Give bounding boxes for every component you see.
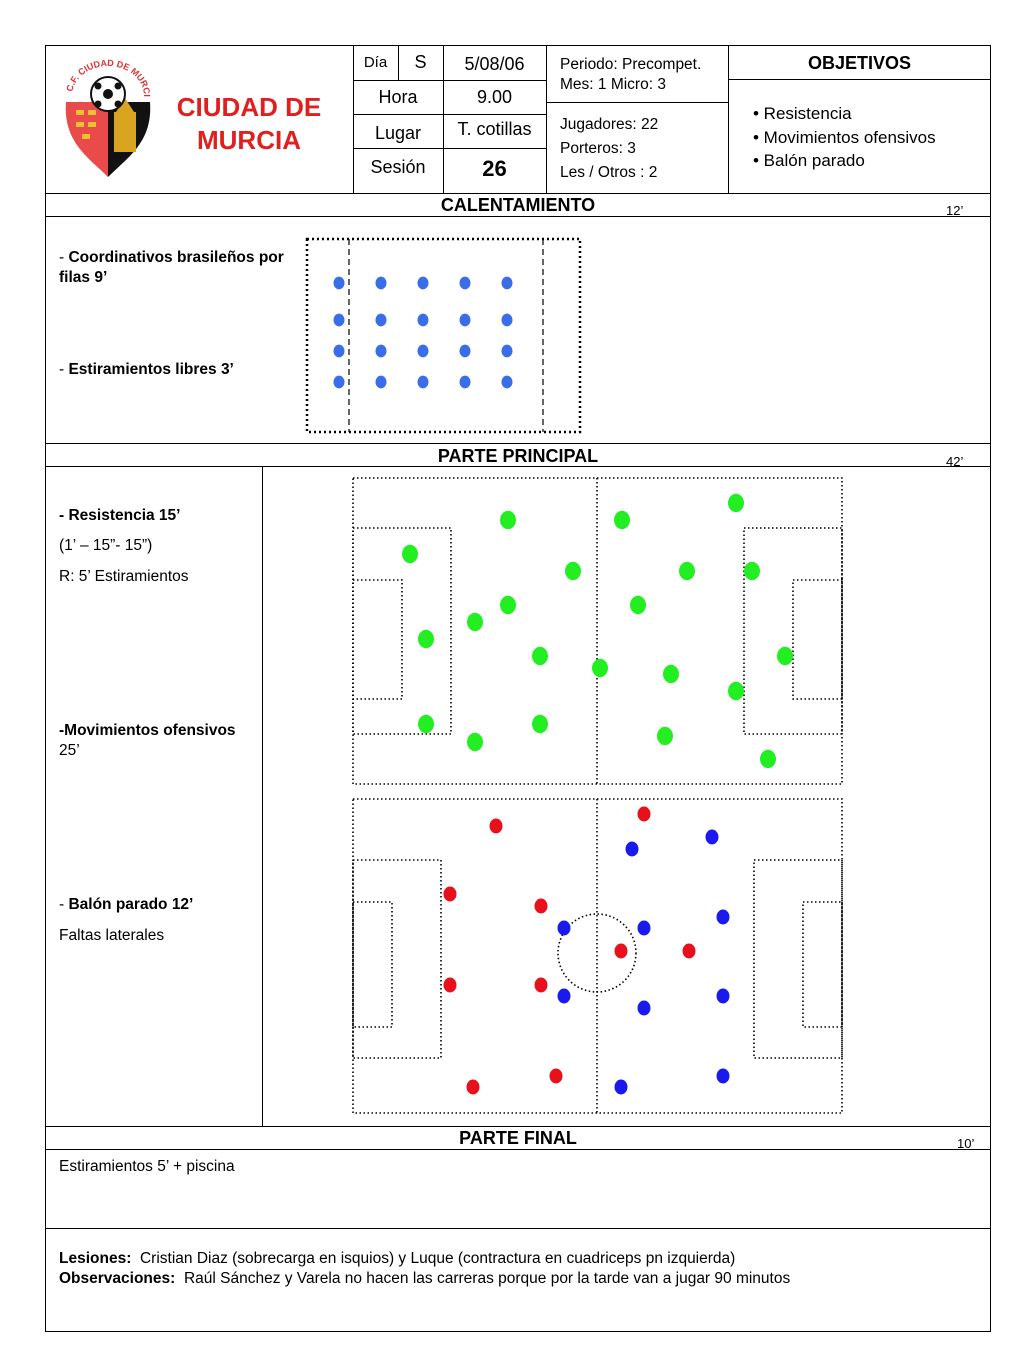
attacker-marker <box>683 944 696 959</box>
defender-marker <box>615 1080 628 1095</box>
attacker-marker <box>535 978 548 993</box>
warmup-item-2: - Estiramientos libres 3’ <box>59 361 234 378</box>
objetivos-title: OBJETIVOS <box>807 53 912 73</box>
defender-marker <box>638 921 651 936</box>
principal-minutes: 42’ <box>946 454 964 469</box>
dia-value: S <box>414 52 427 72</box>
attacker-marker <box>444 978 457 993</box>
mes-micro: Mes: 1 Micro: 3 <box>560 76 666 93</box>
faltas-laterales: Faltas laterales <box>59 927 165 944</box>
jugadores: Jugadores: 22 <box>560 116 659 133</box>
principal-title: PARTE PRINCIPAL <box>437 446 599 466</box>
lugar-value: T. cotillas <box>457 118 532 139</box>
defender-marker <box>626 842 639 857</box>
warmup-item-1: - Coordinativos brasileños por filas 9’ <box>59 249 284 286</box>
porteros: Porteros: 3 <box>560 140 636 157</box>
lugar-label: Lugar <box>374 122 422 143</box>
hora-value: 9.00 <box>476 86 513 107</box>
calentamiento-minutes: 12’ <box>946 203 964 218</box>
objetivo-item: • Resistencia <box>753 104 852 123</box>
resistencia-detail: (1’ – 15”- 15”) <box>59 537 153 554</box>
attacker-marker <box>615 944 628 959</box>
resistencia-title: - Resistencia 15’ <box>59 507 181 524</box>
fecha-value: 5/08/06 <box>464 53 525 74</box>
lesiones-line: Lesiones: Cristian Diaz (sobrecarga en isquios) y Luque (contractura en cuadriceps pn izquierda) <box>59 1250 736 1267</box>
movimientos-minutes: 25’ <box>59 742 80 759</box>
attacker-marker <box>444 887 457 902</box>
defender-marker <box>558 989 571 1004</box>
final-minutes: 10’ <box>957 1136 975 1151</box>
objetivo-item: • Movimientos ofensivos <box>753 128 936 147</box>
attacker-marker <box>490 819 503 834</box>
periodo: Periodo: Precompet. <box>560 56 702 73</box>
defender-marker <box>638 1001 651 1016</box>
defender-marker <box>717 910 730 925</box>
attacker-marker <box>550 1069 563 1084</box>
observaciones-line: Observaciones: Raúl Sánchez y Varela no hacen las carreras porque por la tarde van a jugar 90 minutos <box>59 1270 791 1287</box>
final-title: PARTE FINAL <box>459 1128 577 1148</box>
final-text: Estiramientos 5’ + piscina <box>59 1158 235 1175</box>
resistencia-rest: R: 5’ Estiramientos <box>59 568 189 585</box>
club-name-line1: CIUDAD DE <box>176 92 322 122</box>
objetivo-item: • Balón parado <box>753 151 865 170</box>
attacker-marker <box>467 1080 480 1095</box>
movimientos-title: -Movimientos ofensivos <box>59 722 236 739</box>
defender-marker <box>558 921 571 936</box>
balon-parado-title: - Balón parado 12’ <box>59 896 194 913</box>
les-otros: Les / Otros : 2 <box>560 164 658 181</box>
defender-marker <box>717 989 730 1004</box>
sesion-label: Sesión <box>370 156 426 177</box>
defender-marker <box>706 830 719 845</box>
dia-label: Día <box>363 54 388 71</box>
defender-marker <box>717 1069 730 1084</box>
svg-text:C.F. CIUDAD DE MURCIA: C.F. CIUDAD DE MURCIA <box>54 54 153 97</box>
hora-label: Hora <box>378 86 418 107</box>
club-name-line2: MURCIA <box>197 125 301 155</box>
attacker-marker <box>535 899 548 914</box>
calentamiento-title: CALENTAMIENTO <box>440 195 596 215</box>
sesion-value: 26 <box>482 156 507 181</box>
attacker-marker <box>638 807 651 822</box>
